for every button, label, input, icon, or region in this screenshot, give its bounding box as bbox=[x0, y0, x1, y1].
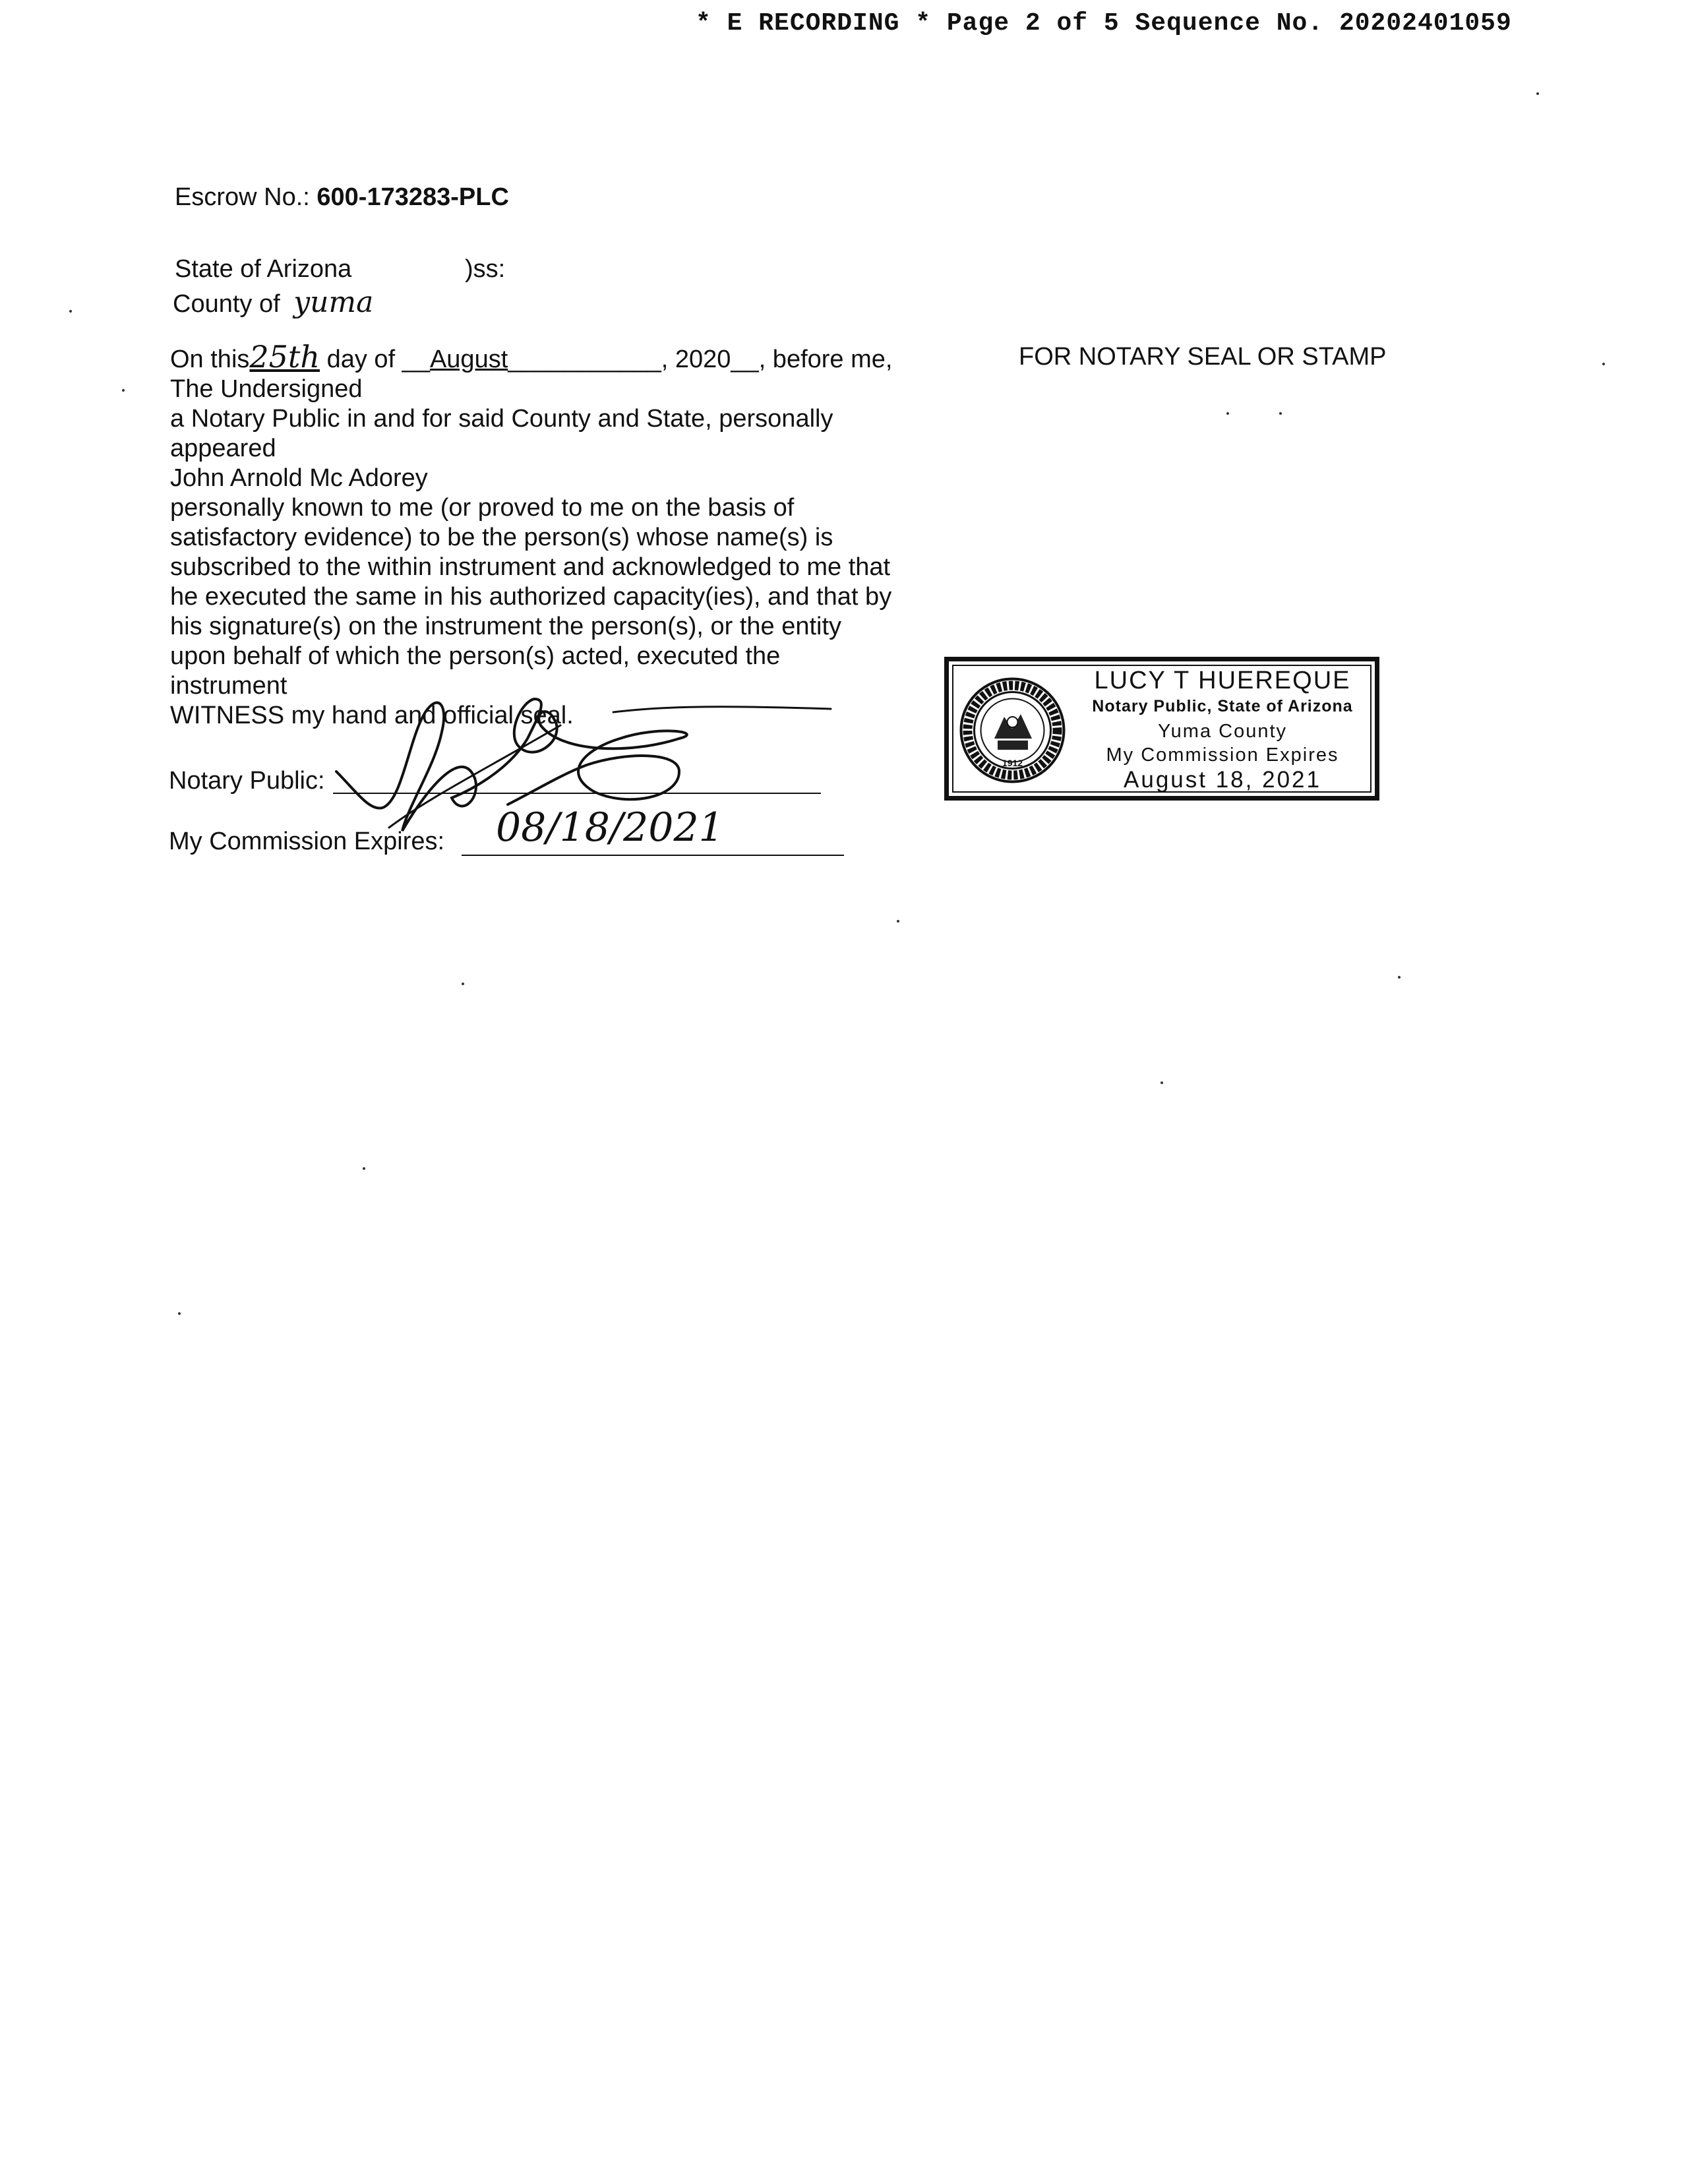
body-line: instrument bbox=[170, 672, 287, 700]
body-line: subscribed to the within instrument and acknowledged to me that bbox=[170, 553, 891, 581]
scan-speck bbox=[363, 1167, 365, 1170]
escrow-label: Escrow No.: bbox=[175, 183, 310, 211]
commission-expires-label: My Commission Expires: bbox=[169, 828, 445, 855]
seal-area-caption: FOR NOTARY SEAL OR STAMP bbox=[1019, 343, 1387, 371]
scan-speck bbox=[1279, 412, 1282, 415]
signer-name: John Arnold Mc Adorey bbox=[170, 464, 428, 492]
month-value: August bbox=[429, 346, 508, 373]
stamp-commission-label: My Commission Expires bbox=[1106, 744, 1339, 766]
scan-speck bbox=[1398, 976, 1401, 979]
body-line: he executed the same in his authorized capacity(ies), and that by bbox=[170, 583, 892, 611]
scan-speck bbox=[1536, 92, 1539, 95]
ss-mark: )ss: bbox=[465, 255, 506, 283]
scan-speck bbox=[1602, 363, 1605, 365]
stamp-commission-date: August 18, 2021 bbox=[1124, 767, 1321, 793]
appeared-text: appeared bbox=[170, 435, 276, 462]
body-line: upon behalf of which the person(s) acted, executed the bbox=[170, 642, 781, 670]
officer-name: The Undersigned bbox=[170, 375, 363, 403]
body-line: satisfactory evidence) to be the person(s) whose name(s) is bbox=[170, 524, 833, 551]
scan-speck bbox=[1226, 412, 1229, 415]
stamp-notary-name: LUCY T HUEREQUE bbox=[1094, 667, 1351, 694]
state-name: State of Arizona bbox=[175, 255, 352, 283]
body-line: personally known to me (or proved to me on the basis of bbox=[170, 494, 795, 522]
county-line bbox=[173, 286, 373, 319]
witness-line: WITNESS my hand and official seal. bbox=[170, 702, 574, 729]
county-handwritten: yuma bbox=[293, 286, 374, 319]
scan-speck bbox=[69, 310, 72, 313]
notary-intro: a Notary Public in and for said County and State, personally bbox=[170, 405, 833, 433]
notary-stamp bbox=[944, 657, 1379, 801]
stamp-emblem-year: 1912 bbox=[1002, 758, 1023, 768]
commission-expires-rule bbox=[462, 855, 844, 856]
state-line bbox=[175, 255, 506, 284]
escrow-number: 600-173283-PLC bbox=[316, 183, 509, 211]
stamp-county: Yuma County bbox=[1157, 721, 1288, 742]
scan-speck bbox=[897, 920, 899, 923]
day-handwritten: 25th bbox=[249, 339, 320, 375]
scan-speck bbox=[462, 983, 464, 985]
notary-signature bbox=[310, 640, 851, 851]
scan-speck bbox=[178, 1312, 181, 1315]
scan-speck bbox=[122, 389, 125, 392]
scan-speck bbox=[1160, 1081, 1163, 1084]
signature-flourish bbox=[613, 707, 831, 712]
recording-header: * E RECORDING * Page 2 of 5 Sequence No. 20202401059 bbox=[696, 9, 1512, 38]
county-label: County of bbox=[173, 290, 280, 318]
stamp-notary-title: Notary Public, State of Arizona bbox=[1092, 697, 1353, 715]
signature-stroke bbox=[336, 699, 687, 831]
body-line: his signature(s) on the instrument the person(s), or the entity bbox=[170, 613, 842, 640]
notary-public-label: Notary Public: bbox=[169, 767, 325, 795]
year-value: 2020 bbox=[675, 346, 731, 373]
state-seal-icon bbox=[958, 676, 1067, 785]
date-line: On this25th day of __August___________, 2020__, before me, bbox=[170, 339, 893, 375]
escrow-number-line bbox=[175, 183, 509, 212]
commission-expires-handwritten: 08/18/2021 bbox=[496, 804, 724, 851]
